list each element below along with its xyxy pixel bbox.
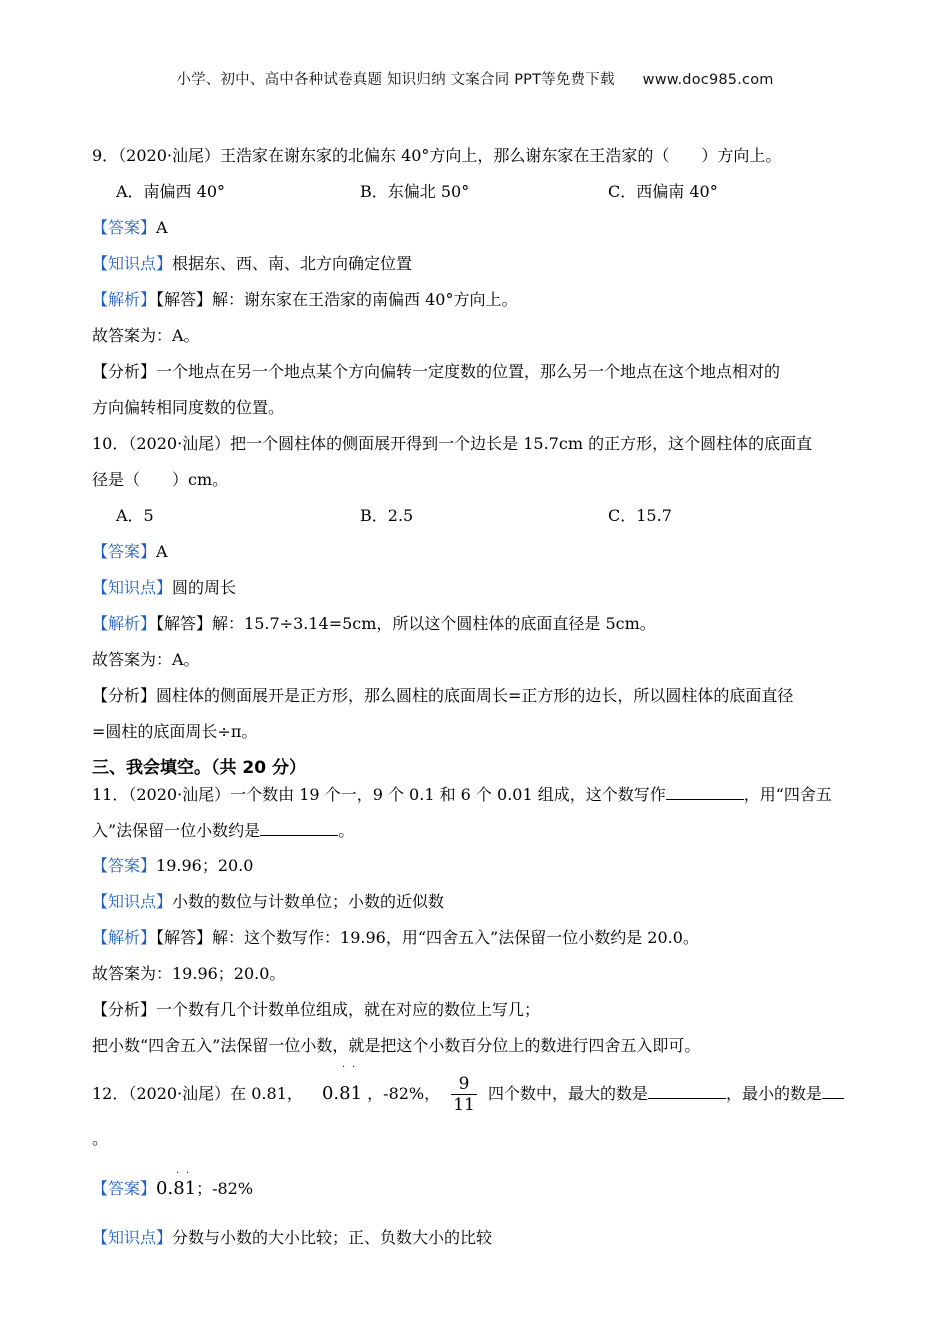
q11-analysis-line1	[92, 999, 864, 1021]
q10-option-b: B．2.5	[360, 506, 414, 525]
q9-analysis-line1	[92, 361, 864, 383]
q12-knowledge	[92, 1227, 864, 1249]
answer-tag: 【答案】	[92, 1179, 157, 1198]
q11-solution-text: 解：这个数写作：19.96，用“四舍五入”法保留一位小数约是 20.0。	[212, 928, 699, 947]
q11-blank-2[interactable]	[260, 819, 338, 836]
q9-option-c: C．西偏南 40°	[608, 182, 718, 201]
q12-middle: 四个数中，最大的数是	[487, 1084, 648, 1103]
header-url[interactable]: www.doc985.com	[642, 72, 774, 88]
q12-middle2: ，最小的数是	[725, 1084, 822, 1103]
q11-answer	[92, 855, 864, 877]
fenxi-tag: 【分析】	[92, 686, 157, 705]
q12-end-mark: 。	[92, 1129, 109, 1148]
q9-solution-text: 解：谢东家在王浩家的南偏西 40°方向上。	[212, 290, 518, 309]
q12-answer-repeating	[156, 1168, 197, 1200]
solution-tag: 【解答】	[156, 928, 213, 947]
q11-stem-part3: 入”法保留一位小数约是	[92, 821, 261, 840]
analysis-tag: 【解析】	[92, 928, 157, 947]
q11-stem-part2: ，用“四舍五	[743, 785, 832, 804]
q12-prefix: 12．（2020·汕尾）在 0.81，	[92, 1084, 303, 1103]
analysis-tag: 【解析】	[92, 290, 157, 309]
q12-repeating-decimal	[321, 1062, 363, 1116]
q12-fraction	[451, 1074, 477, 1115]
q12-stem	[92, 1062, 864, 1116]
q10-solution	[92, 613, 864, 635]
q12-sep: ，-82%，	[367, 1084, 441, 1103]
q9-option-b: B．东偏北 50°	[360, 182, 470, 201]
q10-analysis-text: 圆柱体的侧面展开是正方形，那么圆柱的底面周长=正方形的边长，所以圆柱体的底面直径	[156, 686, 794, 705]
knowledge-tag: 【知识点】	[92, 254, 173, 273]
repeat-dot: ·	[186, 1168, 190, 1179]
q10-conclusion: 故答案为：A。	[92, 650, 200, 669]
q12-blank-max[interactable]	[648, 1082, 726, 1099]
q12-answer-tail: ；-82%	[196, 1179, 254, 1198]
solution-tag: 【解答】	[156, 614, 213, 633]
q11-analysis-line2: 把小数“四舍五入”法保留一位小数，就是把这个小数百分位上的数进行四舍五入即可。	[92, 1036, 701, 1055]
answer-tag: 【答案】	[92, 542, 157, 561]
q11-analysis-text: 一个数有几个计数单位组成，就在对应的数位上写几；	[156, 1000, 541, 1019]
analysis-tag: 【解析】	[92, 614, 157, 633]
page-header	[0, 68, 950, 89]
knowledge-tag: 【知识点】	[92, 892, 173, 911]
q11-stem-line1	[92, 783, 864, 806]
q11-answer-value: 19.96；20.0	[156, 856, 254, 875]
q10-option-c: C．15.7	[608, 506, 672, 525]
knowledge-tag: 【知识点】	[92, 1228, 173, 1247]
q10-option-a: A．5	[116, 506, 154, 525]
q12-repeating-value: 0.81	[321, 1083, 363, 1104]
q10-stem-line2: 径是（ ）cm。	[92, 470, 229, 489]
q11-blank-1[interactable]	[666, 783, 744, 800]
q9-answer	[92, 217, 864, 239]
repeat-dot: ·	[351, 1062, 356, 1073]
q11-knowledge	[92, 891, 864, 913]
q10-solution-text: 解：15.7÷3.14=5cm，所以这个圆柱体的底面直径是 5cm。	[212, 614, 656, 633]
q9-stem: 9．（2020·汕尾）王浩家在谢东家的北偏东 40°方向上，那么谢东家在王浩家的（ ）方向上。	[92, 146, 782, 165]
q11-stem-part4: 。	[338, 821, 355, 840]
q11-stem-line2	[92, 819, 864, 842]
q10-knowledge	[92, 577, 864, 599]
fenxi-tag: 【分析】	[92, 1000, 157, 1019]
q10-answer-value: A	[156, 542, 168, 561]
q9-conclusion: 故答案为：A。	[92, 326, 200, 345]
q10-knowledge-text: 圆的周长	[172, 578, 237, 597]
q9-solution	[92, 289, 864, 311]
q10-answer	[92, 541, 864, 563]
fraction-numerator: 9	[451, 1074, 477, 1095]
q9-analysis-line2: 方向偏转相同度数的位置。	[92, 398, 285, 417]
q9-analysis-text: 一个地点在另一个地点某个方向偏转一定度数的位置，那么另一个地点在这个地点相对的	[156, 362, 781, 381]
header-text: 小学、初中、高中各种试卷真题 知识归纳 文案合同 PPT等免费下载	[176, 72, 615, 88]
q10-stem-line1: 10．（2020·汕尾）把一个圆柱体的侧面展开得到一个边长是 15.7cm 的正方形，这个圆柱体的底面直	[92, 434, 813, 453]
repeat-dot: ·	[341, 1062, 346, 1073]
q12-answer	[92, 1168, 864, 1200]
q12-blank-min[interactable]	[822, 1082, 844, 1099]
q12-knowledge-text: 分数与小数的大小比较；正、负数大小的比较	[172, 1228, 493, 1247]
fraction-denominator: 11	[453, 1095, 475, 1115]
q9-answer-value: A	[156, 218, 168, 237]
repeat-dot: ·	[176, 1168, 180, 1179]
q10-analysis-line2: =圆柱的底面周长÷π。	[92, 722, 258, 741]
q11-knowledge-text: 小数的数位与计数单位；小数的近似数	[172, 892, 445, 911]
answer-tag: 【答案】	[92, 218, 157, 237]
q11-stem-part1: 11．（2020·汕尾）一个数由 19 个一，9 个 0.1 和 6 个 0.01 组成，这个数写作	[92, 785, 666, 804]
q10-analysis-line1	[92, 685, 864, 707]
fenxi-tag: 【分析】	[92, 362, 157, 381]
solution-tag: 【解答】	[156, 290, 213, 309]
q11-conclusion: 故答案为：19.96；20.0。	[92, 964, 286, 983]
answer-tag: 【答案】	[92, 856, 157, 875]
knowledge-tag: 【知识点】	[92, 578, 173, 597]
q9-knowledge	[92, 253, 864, 275]
q9-knowledge-text: 根据东、西、南、北方向确定位置	[172, 254, 413, 273]
q9-option-a: A．南偏西 40°	[116, 182, 226, 201]
q12-answer-value: 0.81	[156, 1178, 197, 1199]
section-title: 三、我会填空。（共 20 分）	[92, 758, 306, 778]
q11-solution	[92, 927, 864, 949]
